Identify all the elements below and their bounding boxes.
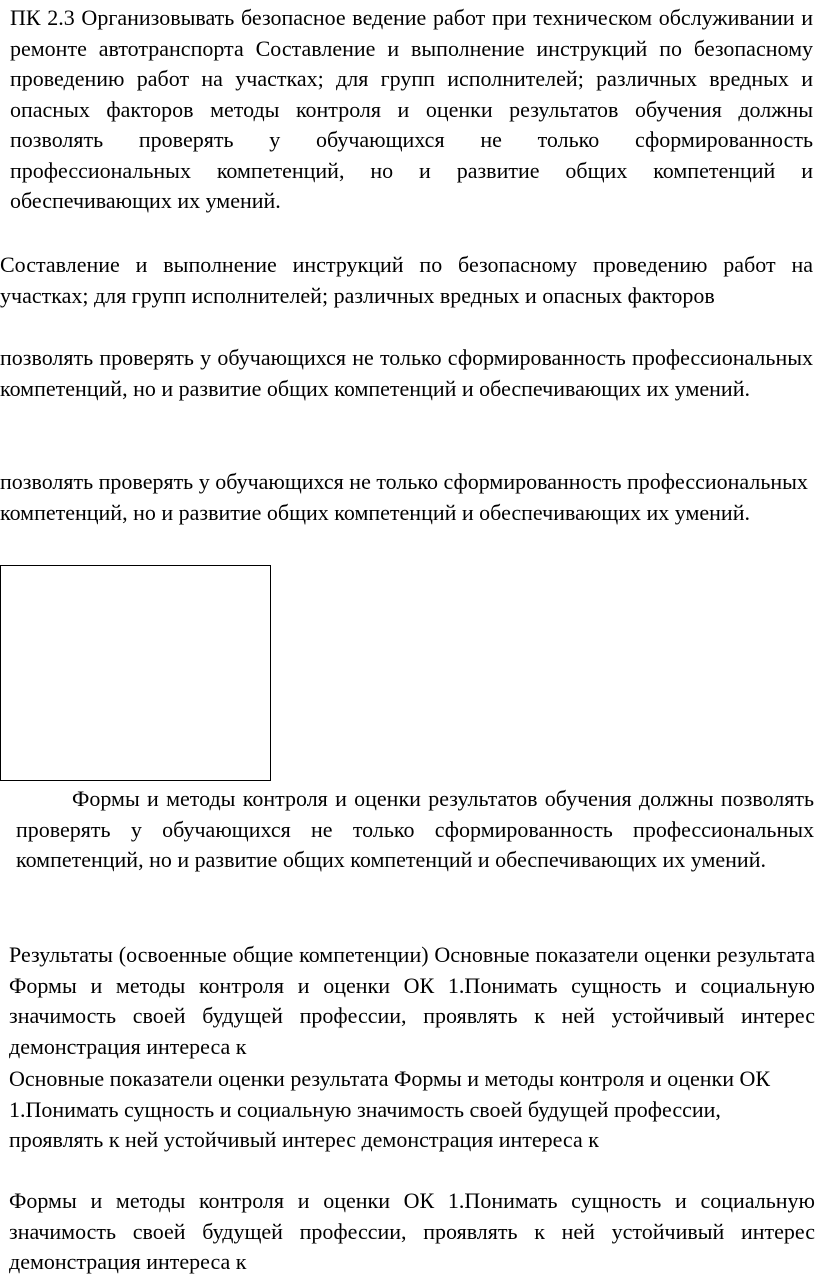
empty-image-frame xyxy=(0,565,271,781)
paragraph-instructions: Составление и выполнение инструкций по безопасному проведению работ на участках; для групп исполнителей; различных вредных и опасных факторов xyxy=(0,252,813,308)
paragraph-pk-2-3: ПК 2.3 Организовывать безопасное ведение работ при техническом обслуживании и ремонте автотранспорта Составление и выполнение инструкций по безопасному проведению работ на участках; для групп исполнителей; различных вредных и опасных факторов методы контроля и оценки результатов обучения должны позволять проверять у обучающихся не только сформированность профессиональных компетенций, но и развитие общих компетенций и обеспечивающих их умений. xyxy=(10,5,813,213)
paragraph-forms-and-methods: Формы и методы контроля и оценки результатов обучения должны позволять проверять у обучающихся не только сформированность профессиональных компетенций, но и развитие общих компетенций и обеспечивающих их умений. xyxy=(16,786,814,872)
paragraph-competencies-1: позволять проверять у обучающихся не только сформированность профессиональных компетенций, но и развитие общих компетенций и обеспечивающих их умений. xyxy=(0,345,813,401)
paragraph-competencies-2: позволять проверять у обучающихся не только сформированность профессиональных компетенций, но и развитие общих компетенций и обеспечивающих их умений. xyxy=(0,469,808,525)
paragraph-indicators: Основные показатели оценки результата Формы и методы контроля и оценки ОК 1.Понимать сущность и социальную значимость своей будущей профессии, проявлять к ней устойчивый интерес демонстрация интереса к xyxy=(9,1066,771,1152)
paragraph-results: Результаты (освоенные общие компетенции) Основные показатели оценки результата Формы и методы контроля и оценки ОК 1.Понимать сущность и социальную значимость своей будущей профессии, проявлять к ней устойчивый интерес демонстрация интереса к xyxy=(9,942,815,1059)
paragraph-forms-ok1: Формы и методы контроля и оценки ОК 1.Понимать сущность и социальную значимость своей будущей профессии, проявлять к ней устойчивый интерес демонстрация интереса к xyxy=(9,1188,815,1274)
